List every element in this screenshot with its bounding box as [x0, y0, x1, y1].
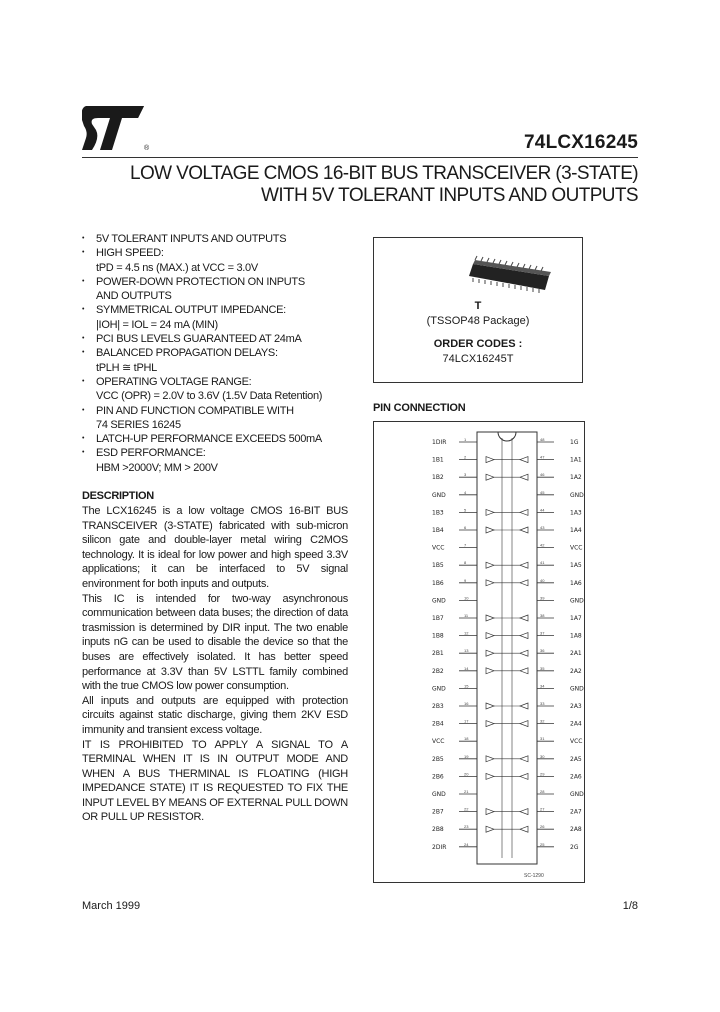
left-pin-number: 1 [464, 437, 467, 442]
right-pin-number: 45 [540, 489, 545, 495]
right-pin-number: 46 [540, 472, 545, 478]
right-pin-number: 34 [540, 683, 545, 689]
feature-item: • BALANCED PROPAGATION DELAYS: [82, 346, 362, 360]
buffer-icon [520, 580, 528, 586]
left-pin-number: 17 [464, 718, 469, 724]
left-pin-number: 8 [464, 560, 467, 566]
ic-body [477, 432, 537, 864]
buffer-icon [486, 527, 494, 533]
left-pin-label: VCC [432, 738, 445, 746]
buffer-icon [520, 809, 528, 815]
right-pin-label: 1A3 [570, 509, 582, 517]
right-pin-number: 30 [540, 753, 545, 759]
right-pin-label: VCC [570, 544, 583, 552]
left-pin-number: 2 [464, 454, 467, 460]
right-pin-number: 38 [540, 613, 545, 618]
left-pin-number: 23 [464, 824, 469, 830]
feature-detail: HBM >2000V; MM > 200V [96, 461, 218, 474]
feature-detail: VCC (OPR) = 2.0V to 3.6V (1.5V Data Retention) [96, 390, 323, 403]
right-pin-number: 40 [540, 577, 545, 583]
right-pin-label: GND [570, 791, 584, 798]
buffer-icon [520, 721, 528, 727]
buffer-icon [520, 826, 528, 832]
right-pin-number: 26 [540, 824, 545, 830]
left-pin-label: VCC [432, 544, 445, 552]
description-paragraph: The LCX16245 is a low voltage CMOS 16-BIT BUS TRANSCEIVER (3-STATE) fabricated with sub-micron silicon gate and double-layer metal wiring C2MOS technology. It is ideal for low power and high speed 3.3V applications; it can be interfaced to 5V signal environment for both inputs and outputs. [82, 505, 348, 590]
buffer-icon [520, 703, 528, 709]
right-pin-label: 2A3 [570, 703, 582, 710]
left-pin-number: 13 [464, 648, 469, 654]
left-pin-label: 2B8 [432, 826, 444, 834]
st-logo-icon [82, 104, 158, 152]
right-pin-number: 36 [540, 648, 545, 654]
left-pin-label: 2DIR [432, 843, 447, 851]
svg-text:®: ® [144, 145, 150, 152]
part-number: 74LCX16245 [524, 132, 638, 153]
left-pin-number: 14 [464, 665, 469, 671]
left-pin-number: 24 [464, 841, 469, 847]
left-pin-label: 2B5 [432, 755, 444, 763]
right-pin-label: 1A7 [570, 615, 582, 622]
feature-list [82, 232, 362, 475]
buffer-icon [486, 773, 494, 779]
feature-item: • PIN AND FUNCTION COMPATIBLE WITH [82, 404, 362, 418]
right-pin-number: 31 [540, 736, 545, 742]
buffer-icon [486, 580, 494, 586]
description-paragraph: All inputs and outputs are equipped with protection circuits against static discharge, giving them 2KV ESD immunity and transient excess voltage. [82, 694, 348, 736]
buffer-icon [486, 721, 494, 727]
right-pin-number: 39 [540, 595, 545, 601]
left-pin-label: GND [432, 597, 446, 605]
buffer-icon [486, 650, 494, 656]
left-pin-label: 1B4 [432, 527, 444, 534]
ic-notch [498, 432, 516, 441]
left-pin-label: 2B3 [432, 703, 444, 710]
description-paragraph: IT IS PROHIBITED TO APPLY A SIGNAL TO A TERMINAL WHEN IT IS IN OUTPUT MODE AND WHEN A BUS THERMINAL IS FLOATING (HIGH IMPEDANCE STATE) IT IS REQUESTED TO FIX THE INPUT LEVEL BY MEANS OF EXTERNAL PULL DOWN OR PULL UP RESISTOR. [82, 738, 348, 824]
right-pin-label: 1A1 [570, 456, 582, 464]
left-pin-number: 18 [464, 736, 469, 742]
buffer-icon [520, 668, 528, 674]
buffer-icon [520, 773, 528, 779]
feature-detail: AND OUTPUTS [96, 290, 172, 303]
feature-item: • LATCH-UP PERFORMANCE EXCEEDS 500mA [82, 432, 362, 446]
right-pin-label: GND [570, 491, 584, 499]
footer-page-number: 1/8 [622, 900, 638, 912]
order-codes-label: ORDER CODES : [433, 338, 523, 350]
buffer-icon [520, 474, 528, 480]
description-heading: DESCRIPTION [82, 490, 154, 502]
buffer-icon [486, 474, 494, 480]
right-pin-label: 1A8 [570, 632, 582, 640]
feature-detail: 74 SERIES 16245 [96, 418, 181, 431]
left-pin-label: GND [432, 685, 446, 693]
left-pin-number: 7 [464, 542, 467, 548]
description-paragraph: This IC is intended for two-way asynchronous communication between data buses; the direction of data trasmission is determined by DIR input. The two enable inputs nG can be used to disable the device so that the buses are effectively isolated. It has better speed performance at 3.3V than 5V LSTTL family combined with the true CMOS low power consumption. [82, 592, 348, 693]
right-pin-number: 41 [540, 560, 545, 566]
buffer-icon [486, 703, 494, 709]
left-pin-number: 19 [464, 753, 469, 759]
buffer-icon [520, 756, 528, 762]
left-pin-label: 2B2 [432, 667, 444, 675]
left-pin-label: 1B1 [432, 456, 444, 464]
left-pin-label: 1DIR [432, 439, 447, 446]
left-pin-label: 2B4 [432, 720, 444, 728]
order-code: 74LCX16245T [442, 353, 514, 365]
buffer-icon [486, 809, 494, 815]
title-line-2: WITH 5V TOLERANT INPUTS AND OUTPUTS [260, 185, 638, 206]
left-pin-label: 1B8 [432, 632, 444, 640]
left-pin-label: 2B1 [432, 650, 444, 658]
feature-detail: tPLH ≅ tPHL [96, 361, 157, 374]
right-pin-number: 42 [540, 542, 545, 548]
left-pin-number: 4 [464, 489, 467, 495]
left-pin-label: 1B2 [432, 474, 444, 482]
right-pin-number: 35 [540, 665, 545, 671]
left-pin-label: 2B6 [432, 773, 444, 781]
feature-item: • HIGH SPEED: [82, 246, 362, 260]
right-pin-number: 32 [540, 718, 545, 724]
left-pin-number: 3 [464, 472, 467, 478]
buffer-icon [486, 756, 494, 762]
right-pin-number: 25 [540, 841, 545, 847]
header-divider [82, 157, 638, 158]
left-pin-label: 1B7 [432, 615, 444, 622]
package-letter: T [474, 300, 482, 312]
right-pin-label: GND [570, 685, 584, 693]
left-pin-number: 5 [464, 507, 467, 513]
right-pin-label: 1A5 [570, 562, 582, 570]
buffer-icon [486, 509, 494, 515]
buffer-icon [486, 633, 494, 639]
buffer-icon [520, 527, 528, 533]
left-pin-number: 9 [464, 577, 467, 583]
left-pin-label: 2B7 [432, 808, 444, 816]
buffer-icon [486, 826, 494, 832]
right-pin-label: 1A2 [570, 474, 582, 482]
figure-code: SC-1290 [524, 873, 544, 879]
right-pin-label: 2A1 [570, 650, 582, 658]
footer-date: March 1999 [82, 900, 141, 912]
left-pin-number: 20 [464, 771, 469, 777]
feature-detail: tPD = 4.5 ns (MAX.) at VCC = 3.0V [96, 261, 258, 274]
package-name: (TSSOP48 Package) [426, 315, 530, 327]
buffer-icon [520, 509, 528, 515]
right-pin-label: 1A4 [570, 527, 582, 534]
buffer-icon [520, 615, 528, 621]
feature-detail: |IOH| = IOL = 24 mA (MIN) [96, 318, 218, 331]
right-pin-label: 2G [570, 843, 579, 851]
right-pin-label: VCC [570, 738, 583, 746]
right-pin-number: 47 [540, 454, 545, 460]
right-pin-label: 2A8 [570, 826, 582, 834]
right-pin-label: 1A6 [570, 579, 582, 587]
left-pin-number: 6 [464, 525, 467, 530]
left-pin-number: 22 [464, 806, 469, 812]
right-pin-label: 2A7 [570, 808, 582, 816]
left-pin-label: 1B5 [432, 562, 444, 570]
right-pin-number: 44 [540, 507, 545, 513]
tssop-package-icon [465, 250, 555, 296]
left-pin-label: GND [432, 791, 446, 798]
right-pin-number: 37 [540, 630, 545, 636]
pin-connection-diagram [374, 422, 584, 882]
right-pin-label: GND [570, 597, 584, 605]
buffer-icon [486, 457, 494, 463]
feature-item: • PCI BUS LEVELS GUARANTEED AT 24mA [82, 332, 362, 346]
buffer-icon [486, 615, 494, 621]
buffer-icon [520, 650, 528, 656]
right-pin-label: 2A5 [570, 755, 582, 763]
left-pin-label: 1B6 [432, 579, 444, 587]
right-pin-label: 1G [570, 439, 579, 446]
feature-item: • POWER-DOWN PROTECTION ON INPUTS [82, 275, 362, 289]
buffer-icon [486, 562, 494, 568]
left-pin-label: GND [432, 491, 446, 499]
left-pin-number: 10 [464, 595, 469, 601]
title-line-1: LOW VOLTAGE CMOS 16-BIT BUS TRANSCEIVER (3-STATE) [130, 163, 638, 184]
feature-item: • 5V TOLERANT INPUTS AND OUTPUTS [82, 232, 362, 246]
left-pin-number: 12 [464, 630, 469, 636]
feature-item: • ESD PERFORMANCE: [82, 446, 362, 460]
buffer-icon [520, 457, 528, 463]
description-body [82, 504, 348, 825]
feature-item: • SYMMETRICAL OUTPUT IMPEDANCE: [82, 303, 362, 317]
right-pin-number: 43 [540, 525, 545, 530]
left-pin-number: 15 [464, 683, 469, 689]
right-pin-number: 28 [540, 789, 545, 794]
pin-connection-heading: PIN CONNECTION [373, 402, 466, 414]
feature-item: • OPERATING VOLTAGE RANGE: [82, 375, 362, 389]
right-pin-label: 2A4 [570, 720, 582, 728]
right-pin-number: 29 [540, 771, 545, 777]
left-pin-number: 21 [464, 789, 469, 794]
right-pin-number: 48 [540, 437, 545, 442]
left-pin-label: 1B3 [432, 509, 444, 517]
left-pin-number: 11 [464, 613, 469, 618]
buffer-icon [486, 668, 494, 674]
right-pin-number: 33 [540, 701, 545, 706]
right-pin-label: 2A2 [570, 667, 582, 675]
buffer-icon [520, 633, 528, 639]
right-pin-number: 27 [540, 806, 545, 812]
left-pin-number: 16 [464, 701, 469, 706]
right-pin-label: 2A6 [570, 773, 582, 781]
buffer-icon [520, 562, 528, 568]
